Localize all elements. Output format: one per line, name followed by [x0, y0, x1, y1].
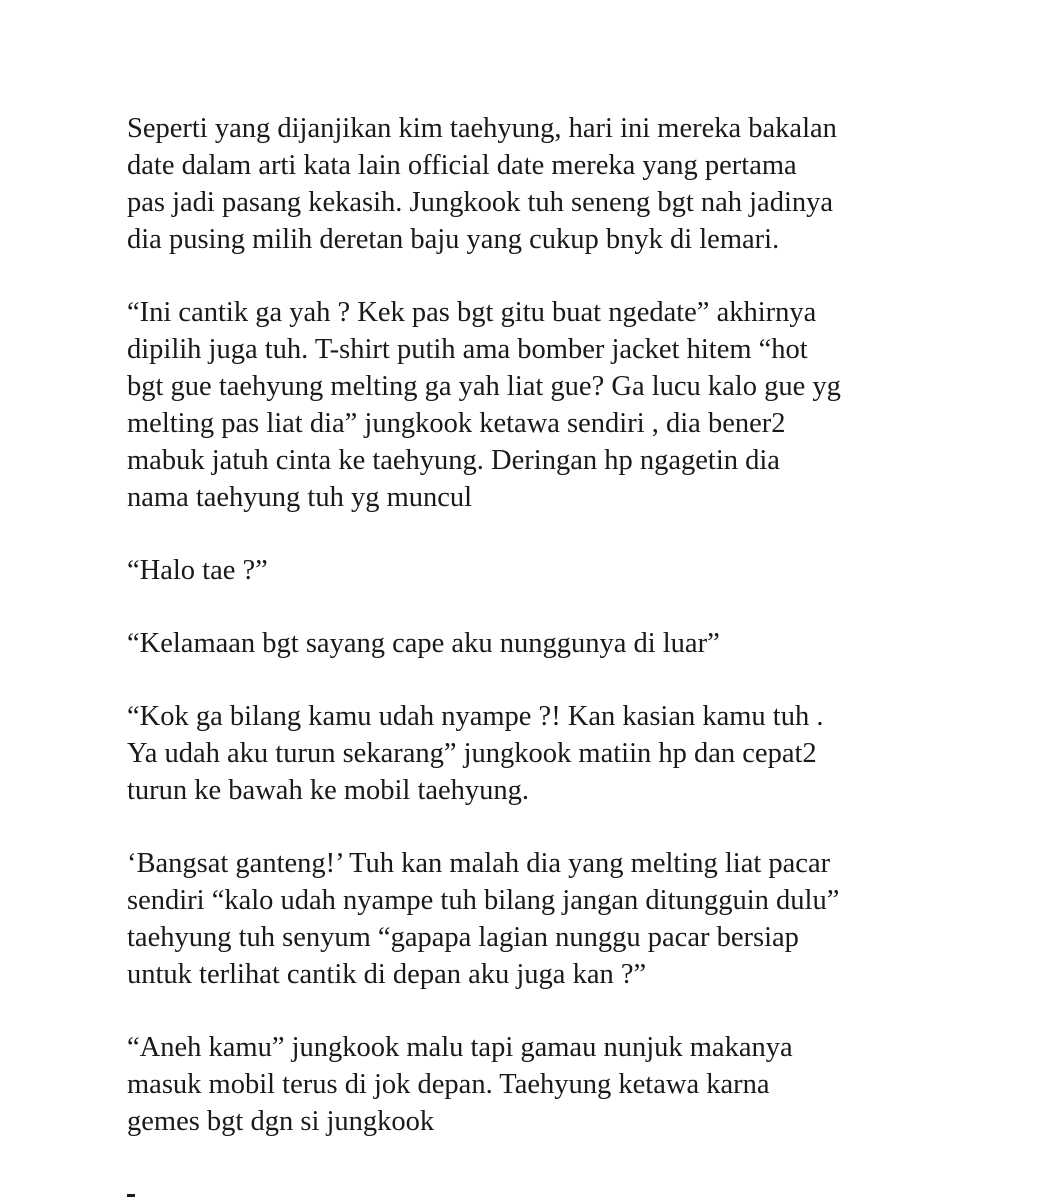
paragraph-1 — [127, 110, 987, 258]
paragraph-6 — [127, 845, 987, 993]
paragraph-2 — [127, 294, 987, 516]
text-line: ‘Bangsat ganteng!’ Tuh kan malah dia yang melting liat pacar — [127, 848, 831, 879]
text-line: nama taehyung tuh yg muncul — [127, 482, 473, 513]
text-line: bgt gue taehyung melting ga yah liat gue? Ga lucu kalo gue yg — [127, 371, 841, 402]
text-line: dia pusing milih deretan baju yang cukup bnyk di lemari. — [127, 224, 780, 255]
text-line: turun ke bawah ke mobil taehyung. — [127, 775, 530, 806]
text-line: untuk terlihat cantik di depan aku juga kan ?” — [127, 959, 647, 990]
paragraph-3 — [127, 552, 987, 589]
text-line: melting pas liat dia” jungkook ketawa sendiri , dia bener2 — [127, 408, 786, 439]
text-line: sendiri “kalo udah nyampe tuh bilang jangan ditungguin dulu” — [127, 885, 840, 916]
text-line: date dalam arti kata lain official date mereka yang pertama — [127, 150, 797, 181]
text-line: dipilih juga tuh. T-shirt putih ama bomber jacket hitem “hot — [127, 334, 808, 365]
text-line: “Kelamaan bgt sayang cape aku nunggunya di luar” — [127, 628, 720, 659]
text-line: “Halo tae ?” — [127, 555, 268, 586]
text-line: Seperti yang dijanjikan kim taehyung, hari ini mereka bakalan — [127, 113, 837, 144]
text-line: taehyung tuh senyum “gapapa lagian nunggu pacar bersiap — [127, 922, 799, 953]
text-line: gemes bgt dgn si jungkook — [127, 1106, 435, 1137]
text-line: mabuk jatuh cinta ke taehyung. Deringan hp ngagetin dia — [127, 445, 780, 476]
text-line: masuk mobil terus di jok depan. Taehyung ketawa karna — [127, 1069, 770, 1100]
story-text — [127, 110, 987, 1176]
text-line: pas jadi pasang kekasih. Jungkook tuh seneng bgt nah jadinya — [127, 187, 834, 218]
paragraph-5 — [127, 698, 987, 809]
cut-off-text-fragment — [127, 1194, 135, 1197]
text-line: “Kok ga bilang kamu udah nyampe ?! Kan kasian kamu tuh . — [127, 701, 824, 732]
text-line: Ya udah aku turun sekarang” jungkook matiin hp dan cepat2 — [127, 738, 817, 769]
paragraph-7 — [127, 1029, 987, 1140]
paragraph-4 — [127, 625, 987, 662]
text-line: “Aneh kamu” jungkook malu tapi gamau nunjuk makanya — [127, 1032, 793, 1063]
text-line: “Ini cantik ga yah ? Kek pas bgt gitu buat ngedate” akhirnya — [127, 297, 817, 328]
